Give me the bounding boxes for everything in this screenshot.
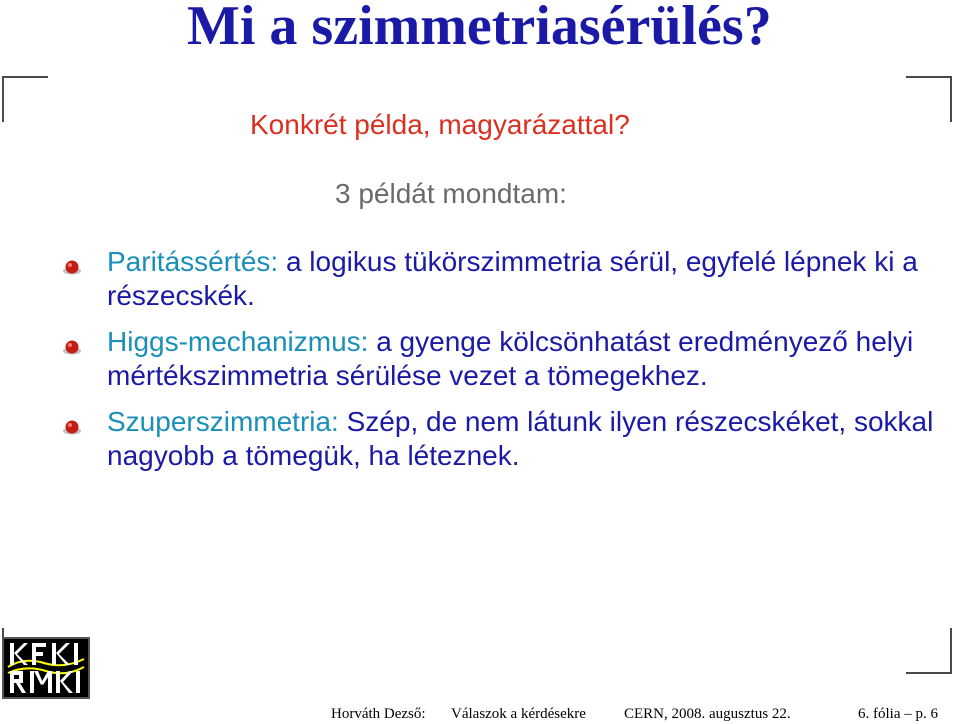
corner-top-left xyxy=(2,76,48,122)
bullet-term: Paritássértés: xyxy=(107,246,279,277)
bullet-list xyxy=(60,245,940,485)
corner-bottom-right xyxy=(906,628,952,674)
kfki-rmki-logo-icon xyxy=(4,639,88,697)
red-ball-bullet-icon xyxy=(60,259,82,275)
footer-date: CERN, 2008. augusztus 22. xyxy=(624,706,791,722)
bullet-item-parity xyxy=(60,245,940,313)
question-text: Konkrét példa, magyarázattal? xyxy=(250,109,630,140)
red-ball-bullet-icon xyxy=(60,339,82,355)
bullet-term: Szuperszimmetria: xyxy=(107,406,339,437)
bullet-item-supersymmetry xyxy=(60,405,940,473)
slide-title: Mi a szimmetriasérülés? xyxy=(187,0,772,57)
red-ball-bullet-icon xyxy=(60,419,82,435)
bullet-text: a gyenge kölcsönhatást eredményező helyi mértékszimmetria sérülése vezet a tömegekhez. xyxy=(107,326,914,391)
footer-page: 6. fólia – p. 6 xyxy=(858,706,938,722)
bullet-text: a logikus tükörszimmetria sérül, egyfelé lépnek ki a részecskék. xyxy=(107,246,918,311)
kfki-rmki-logo xyxy=(2,637,90,699)
intro-text: 3 példát mondtam: xyxy=(335,178,567,209)
bullet-term: Higgs-mechanizmus: xyxy=(107,326,369,357)
corner-top-right xyxy=(906,76,952,122)
bullet-item-higgs xyxy=(60,325,940,393)
bullet-text: Szép, de nem látunk ilyen részecskéket, sokkal nagyobb a tömegük, ha léteznek. xyxy=(107,406,934,471)
footer-topic: Válaszok a kérdésekre xyxy=(451,706,586,722)
footer-author: Horváth Dezső: xyxy=(331,706,426,722)
